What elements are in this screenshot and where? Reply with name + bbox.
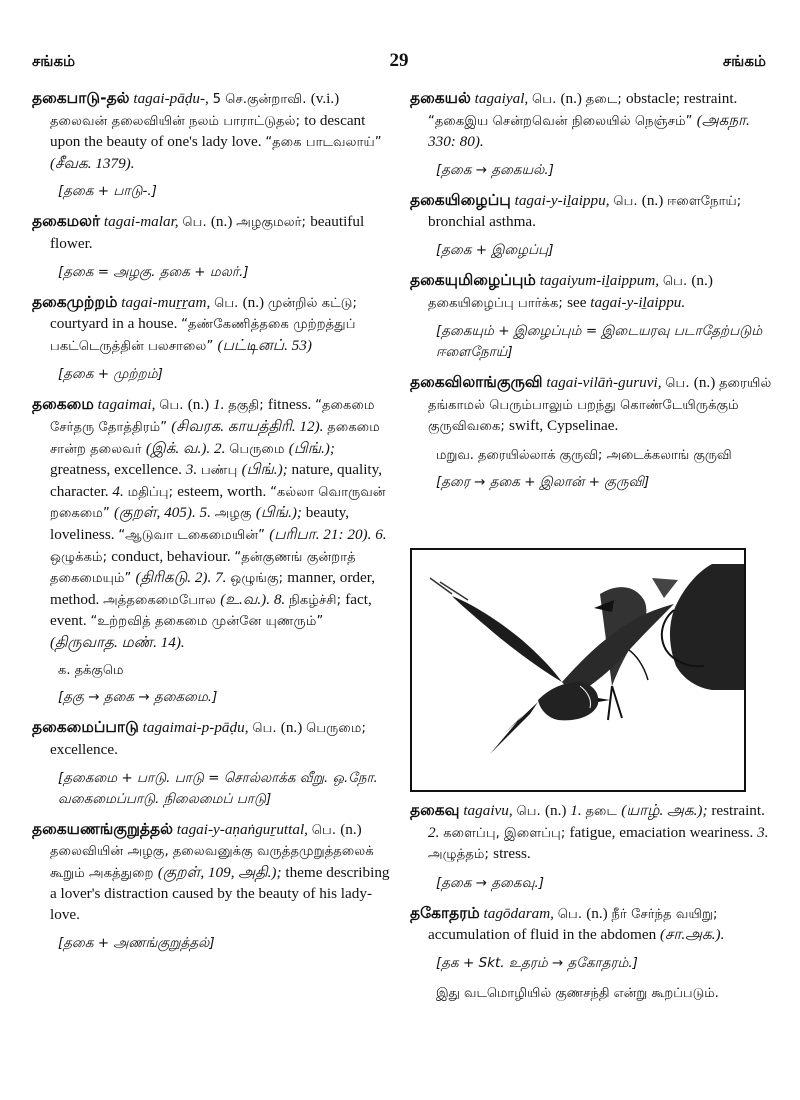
- entry-text: பெ.: [252, 721, 281, 737]
- entry-headword: தகைமைப்பாடு: [32, 718, 139, 737]
- entry-text: (யாழ். அக.);: [621, 802, 712, 819]
- dictionary-entry: [32, 211, 392, 254]
- entry-text: (n.): [187, 396, 214, 414]
- entry-text: தலைவன் தலைவியின் நலம் பாராட்டுதல்;: [50, 113, 305, 129]
- entry-text: அழகுமலர்;: [236, 215, 311, 231]
- entry-text: தகைமை சான்ற தலைவர்: [50, 419, 380, 457]
- entry-text: tagai-y-iḻaippu.: [590, 293, 686, 311]
- entry-text: 1.: [570, 802, 586, 819]
- entry-transliteration: tagai-pāḍu-,: [133, 90, 209, 107]
- entry-text: பெருமை;: [306, 721, 366, 737]
- entry-etymology: [தகை + முற்றம்]: [58, 366, 163, 383]
- entry-text: beauty, loveliness.: [50, 504, 350, 543]
- entry-transliteration: tagaimai-p-pāḍu,: [142, 719, 249, 737]
- entry-etymology: [தகைமை + பாடு. பாடு = சொல்லாக்க வீறு. ஒ.நோ. வகைமைப்பாடு. நிலைமைப் பாடு]: [58, 769, 378, 807]
- entry-text: களைப்பு, இளைப்பு;: [443, 825, 570, 841]
- dictionary-entry: [410, 372, 775, 438]
- entry-text: முன்றில் கட்டு;: [267, 295, 357, 311]
- entry-text: பெ.: [214, 295, 243, 311]
- dictionary-entry: [410, 800, 775, 866]
- dictionary-entry: [32, 292, 392, 358]
- entry-text: 2.: [428, 823, 444, 841]
- entry-etymology: [தகை = அழகு. தகை + மலர்.]: [58, 263, 249, 280]
- entry-text: தரையில் தங்காமல் பெரும்பாலும் பறந்து கொண்டேயிருக்கும் குருவிவகை;: [428, 376, 772, 435]
- entry-text: அழுத்தம்;: [428, 847, 494, 863]
- entry-text: fitness.: [267, 396, 316, 414]
- dictionary-entry: [32, 717, 392, 760]
- entry-etymology: [தகு → தகை → தகைமை.]: [58, 689, 218, 706]
- entry-text: (n.): [691, 271, 713, 289]
- entry-text: 1.: [213, 396, 229, 414]
- entry-etymology: [தகை + இழைப்பு]: [436, 241, 554, 258]
- entry-text: பெ.: [516, 804, 545, 819]
- entry-text: (உ.வ.). 8.: [220, 590, 290, 608]
- entry-transliteration: tagai-muṟṟam,: [121, 293, 211, 311]
- entry-transliteration: tagai-vilāṅ-guruvi,: [546, 374, 662, 392]
- entry-text: “தண்கேணித்தகை முற்றத்துப் பகட்டெருத்தின் பலசாலை”: [50, 317, 356, 354]
- entry-text: பெ.: [662, 273, 692, 289]
- entry-text: (திருவாத. மண். 14).: [50, 633, 185, 651]
- entry-text: அழகு: [214, 506, 256, 522]
- entry-headword: தகைமலர்: [32, 212, 101, 231]
- dictionary-entry: [410, 270, 775, 314]
- entry-text: தகையிழைப்பு பார்க்க;: [428, 295, 568, 311]
- entry-text: “தகை பாடவலாய்”: [265, 135, 382, 151]
- entry-note: க. தக்குமெ: [58, 663, 124, 679]
- entry-text: 3.: [757, 823, 769, 841]
- entry-transliteration: tagai-y-iḻaippu,: [514, 191, 610, 209]
- header-left-title: சங்கம்: [32, 52, 76, 70]
- entry-text: (n.): [280, 719, 307, 737]
- entry-text: manner, order, method.: [50, 569, 376, 608]
- entry-text: courtyard in a house.: [50, 315, 182, 333]
- entry-text: “தகைஇய சென்றவென் நிலையில் நெஞ்சம்”: [428, 113, 697, 129]
- entry-transliteration: tagaimai,: [97, 396, 156, 414]
- entry-etymology: [தகையும் + இழைப்பும் = இடையரவு படாதேற்படும் ஈளைநோய்]: [436, 323, 763, 361]
- entry-headword: தகையல்: [410, 89, 471, 107]
- entry-text: bronchial asthma.: [428, 213, 536, 231]
- entry-text: obstacle; restraint.: [626, 90, 738, 107]
- entry-text: conduct, behaviour.: [111, 547, 235, 565]
- header-right-title: சங்கம்: [722, 52, 766, 70]
- right-column-bottom: [410, 800, 775, 1010]
- entry-text: “உற்றவித் தகைமை முன்னே யுணரும்”: [90, 614, 324, 630]
- entry-headword: தகைவிலாங்குருவி: [410, 373, 543, 392]
- entry-text: 3.: [185, 461, 201, 479]
- entry-text: stress.: [493, 845, 531, 863]
- entry-text: (n.): [693, 374, 720, 392]
- entry-text: (குறள், 405). 5.: [114, 504, 215, 522]
- entry-text: (சா.அக.).: [659, 926, 725, 944]
- entry-text: beautiful flower.: [50, 213, 365, 252]
- entry-transliteration: tagaiyum-iḻaippum,: [539, 271, 660, 289]
- dictionary-entry: [410, 903, 775, 946]
- dictionary-entry: [32, 394, 392, 653]
- entry-etymology: [தகை + பாடு-.]: [58, 183, 157, 200]
- entry-text: greatness, excellence.: [50, 461, 186, 479]
- entry-text: (இக். வ.). 2.: [145, 439, 230, 457]
- entry-text: அத்தகைமைபோல: [103, 592, 221, 608]
- entry-etymology: [தகை + அணங்குறுத்தல்]: [58, 934, 215, 951]
- entry-text: accumulation of fluid in the abdomen: [428, 926, 660, 944]
- entry-etymology: [தக + Skt. உதரம் → தகோதரம்.]: [436, 954, 638, 971]
- entry-transliteration: tagai-malar,: [103, 213, 179, 231]
- entry-text: (சிவரக. காயத்திரி. 12).: [171, 417, 328, 435]
- entry-text: swift, Cypselinae.: [509, 417, 619, 435]
- page-number: 29: [389, 50, 409, 71]
- entry-headword: தகையுமிழைப்பும்: [410, 270, 536, 289]
- entry-text: esteem, worth.: [177, 482, 271, 500]
- entry-text: பெருமை: [229, 441, 289, 457]
- entry-text: “தன்குணங் குன்றாத் தகைமையும்”: [50, 549, 356, 587]
- entry-headword: தகைமுற்றம்: [32, 292, 118, 311]
- entry-text: fact, event.: [50, 590, 372, 630]
- entry-text: (n.): [242, 293, 268, 311]
- entry-text: (v.i.): [310, 90, 340, 107]
- entry-text: restraint.: [711, 802, 765, 819]
- entry-headword: தகோதரம்: [410, 903, 480, 922]
- entry-text: தடை: [585, 804, 622, 819]
- entry-text: பண்பு: [200, 463, 242, 479]
- entry-text: (குறள், 109, அதி.);: [157, 863, 286, 881]
- entry-text: ஒழுங்கு;: [230, 571, 288, 587]
- entry-text: (n.): [641, 191, 668, 209]
- entry-etymology: [தரை → தகை + இலான் + குருவி]: [436, 473, 650, 490]
- entry-text: (பிங்.);: [255, 504, 306, 522]
- swallow-illustration: [410, 548, 746, 792]
- entry-text: தலைவியின் அழகு, தலைவனுக்கு வருத்தமுறுத்தலைக் கூறும் அகத்துறை: [50, 844, 374, 881]
- dictionary-entry: [32, 819, 392, 926]
- entry-text: fatigue, emaciation weariness.: [569, 823, 758, 841]
- entry-headword: தகைபாடு-தல்: [32, 89, 130, 107]
- entry-text: ஒழுக்கம்;: [50, 549, 112, 565]
- entry-text: 4.: [112, 482, 128, 500]
- entry-text: (சீவக. 1379).: [50, 154, 135, 172]
- entry-text: (n.): [560, 90, 586, 107]
- entry-text: பெ.: [557, 906, 587, 922]
- entry-headword: தகையிழைப்பு: [410, 190, 511, 209]
- entry-note: மறுவ. தரையில்லாக் குருவி; அடைக்கலாங் குருவி: [436, 447, 732, 463]
- entry-text: to descant upon the beauty of one's lady love.: [50, 111, 366, 151]
- entry-etymology: [தகை → தகையல்.]: [436, 161, 554, 178]
- page-header: [32, 52, 766, 78]
- entry-transliteration: tagai-y-aṇaṅguṟuttal,: [176, 820, 308, 838]
- entry-text: theme describing a lover's distraction caused by the beauty of his lady-love.: [50, 863, 390, 924]
- entry-text: (பரிபா. 21: 20). 6.: [269, 525, 387, 543]
- entry-text: nature, quality, character.: [50, 461, 383, 500]
- entry-text: (n.): [544, 802, 571, 819]
- entry-text: ஈளைநோய்;: [667, 193, 742, 209]
- entry-text: நீர் சேர்ந்த வயிறு;: [611, 906, 718, 922]
- entry-text: (திரிகடு. 2). 7.: [135, 569, 231, 587]
- entry-headword: தகைமை: [32, 395, 94, 414]
- dictionary-entry: [410, 88, 775, 153]
- entry-text: பெ.: [665, 376, 694, 392]
- entry-etymology: [தகை → தகைவு.]: [436, 874, 545, 891]
- entry-text: (அகநா. 330: 80).: [428, 111, 750, 151]
- dictionary-entry: [410, 190, 775, 233]
- entry-text: பெ.: [159, 398, 188, 414]
- entry-transliteration: tagōdaram,: [483, 904, 554, 922]
- entry-text: (பட்டினப். 53): [217, 336, 312, 354]
- entry-text: தகுதி;: [228, 398, 268, 414]
- entry-text: (பிங்.);: [288, 439, 335, 457]
- entry-text: “ஆடுவா டகைமையின்”: [118, 527, 270, 543]
- entry-headword: தகையணங்குறுத்தல்: [32, 819, 173, 838]
- entry-text: “கல்லா வொருவன் றகைமை”: [50, 484, 386, 522]
- dictionary-entry: [32, 88, 392, 174]
- entry-text: (n.): [586, 904, 612, 922]
- entry-text: 5 செ.குன்றாவி.: [212, 92, 311, 107]
- entry-text: பெ.: [311, 822, 341, 838]
- entry-text: (பிங்.);: [241, 461, 292, 479]
- entry-text: see: [567, 293, 591, 311]
- entry-text: (n.): [340, 820, 362, 838]
- entry-headword: தகைவு: [410, 801, 460, 819]
- entry-remark: இது வடமொழியில் குணசந்தி என்று கூறப்படும்.: [436, 985, 719, 1001]
- right-column-top: [410, 88, 775, 502]
- entry-text: தடை;: [585, 92, 626, 107]
- entry-text: மதிப்பு;: [127, 484, 178, 500]
- entry-text: (n.): [210, 213, 237, 231]
- entry-text: “தகைமை சேர்தரு தோத்திரம்”: [50, 398, 375, 435]
- entry-transliteration: tagaiyal,: [474, 90, 529, 107]
- entry-text: நிகழ்ச்சி;: [289, 592, 346, 608]
- left-column: [32, 88, 392, 963]
- entry-transliteration: tagaivu,: [463, 802, 513, 819]
- entry-text: பெ.: [613, 193, 642, 209]
- entry-text: excellence.: [50, 741, 118, 759]
- entry-text: பெ.: [182, 215, 211, 231]
- entry-text: பெ.: [532, 92, 561, 107]
